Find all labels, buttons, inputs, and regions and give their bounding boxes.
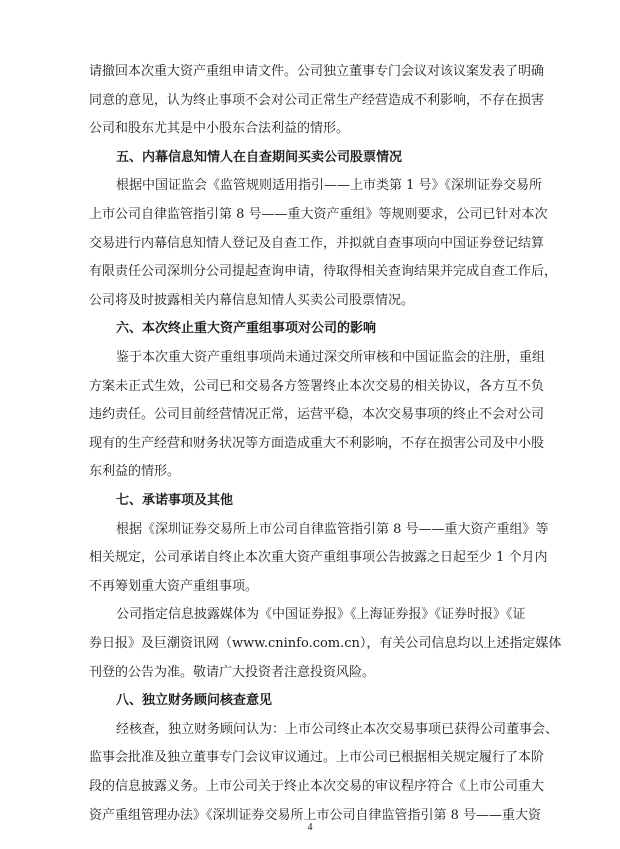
paragraph-line: 经核查，独立财务顾问认为：上市公司终止本次交易事项已获得公司董事会、	[116, 722, 559, 737]
section-heading: 八、独立财务顾问核查意见	[116, 693, 273, 708]
paragraph-line: 根据中国证监会《监管规则适用指引——上市类第 1 号》《深圳证券交易所	[116, 178, 543, 193]
paragraph-line: 监事会批准及独立董事专门会议审议通过。上市公司已根据相关规定履行了本阶	[89, 750, 545, 765]
section-heading: 六、本次终止重大资产重组事项对公司的影响	[116, 321, 377, 336]
paragraph-line: 上市公司自律监管指引第 8 号——重大资产重组》等规则要求，公司已针对本次	[89, 207, 548, 222]
paragraph-line: 资产重组管理办法》《深圳证券交易所上市公司自律监管指引第 8 号——重大资	[89, 808, 542, 823]
paragraph-line: 公司和股东尤其是中小股东合法利益的情形。	[89, 121, 350, 136]
paragraph-line: 有限责任公司深圳分公司提起查询申请，待取得相关查询结果并完成自查工作后，	[89, 264, 558, 279]
paragraph-line: 违约责任。公司目前经营情况正常，运营平稳，本次交易事项的终止不会对公司	[89, 407, 545, 422]
paragraph-line: 根据《深圳证券交易所上市公司自律监管指引第 8 号——重大资产重组》等	[116, 522, 549, 537]
section-heading: 五、内幕信息知情人在自查期间买卖公司股票情况	[116, 150, 403, 165]
paragraph-line: 交易进行内幕信息知情人登记及自查工作，并拟就自查事项向中国证券登记结算	[89, 236, 545, 251]
paragraph-line: 现有的生产经营和财务状况等方面造成重大不利影响，不存在损害公司及中小股	[89, 436, 545, 451]
paragraph-line: 公司将及时披露相关内幕信息知情人买卖公司股票情况。	[89, 293, 415, 308]
paragraph-line: 段的信息披露义务。上市公司关于终止本次交易的审议程序符合《上市公司重大	[89, 779, 545, 794]
paragraph-line: 券日报》及巨潮资讯网（www.cninfo.com.cn），有关公司信息均以上述指定媒体	[89, 636, 562, 651]
paragraph-line: 同意的意见，认为终止事项不会对公司正常生产经营造成不利影响，不存在损害	[89, 93, 545, 108]
section-heading: 七、承诺事项及其他	[116, 493, 234, 508]
paragraph-line: 鉴于本次重大资产重组事项尚未通过深交所审核和中国证监会的注册，重组	[116, 350, 546, 365]
paragraph-line: 东利益的情形。	[89, 464, 181, 479]
page-number: 4	[307, 822, 313, 833]
paragraph-line: 方案未正式生效，公司已和交易各方签署终止本次交易的相关协议，各方互不负	[89, 379, 545, 394]
paragraph-line: 请撤回本次重大资产重组申请文件。公司独立董事专门会议对该议案发表了明确	[89, 64, 545, 79]
paragraph-line: 刊登的公告为准。敬请广大投资者注意投资风险。	[89, 665, 376, 680]
paragraph-line: 不再筹划重大资产重组事项。	[89, 579, 259, 594]
paragraph-line: 相关规定，公司承诺自终止本次重大资产重组事项公告披露之日起至少 1 个月内	[89, 550, 548, 565]
paragraph-line: 公司指定信息披露媒体为《中国证券报》《上海证券报》《证券时报》《证	[116, 607, 526, 622]
